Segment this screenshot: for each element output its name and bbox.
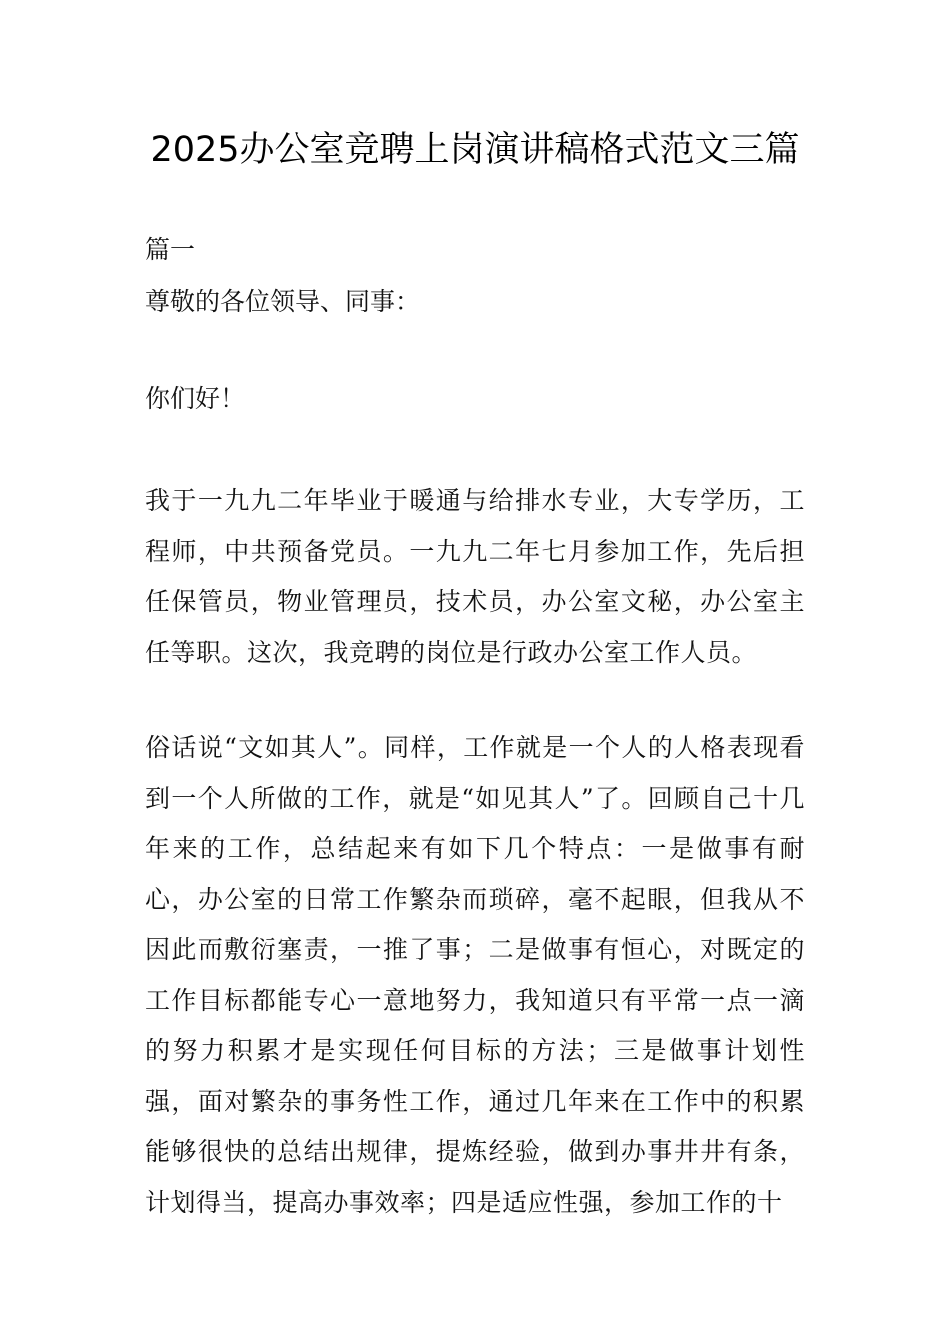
greeting: 你们好！ <box>145 384 246 413</box>
paragraph-1: 我于一九九二年毕业于暖通与给排水专业，大专学历，工程师，中共预备党员。一九九二年七月参加工作，先后担任保管员，物业管理员，技术员，办公室文秘，办公室主任等职。这次，我竞聘的岗位是行政办公室工作人员。 <box>145 486 805 667</box>
document-title: 2025办公室竞聘上岗演讲稿格式范文三篇 <box>150 130 800 170</box>
paragraph-2: 俗话说“文如其人”。同样，工作就是一个人的人格表现看到一个人所做的工作，就是“如见其人”了。回顾自己十几年来的工作，总结起来有如下几个特点：一是做事有耐心，办公室的日常工作繁杂而琐碎，毫不起眼，但我从不因此而敷衍塞责，一推了事；二是做事有恒心，对既定的工作目标都能专心一意地努力，我知道只有平常一点一滴的努力积累才是实现任何目标的方法；三是做事计划性强，面对繁杂的事务性工作，通过几年来在工作中的积累能够很快的总结出规律，提炼经验，做到办事井井有条，计划得当，提高办事效率；四是适应性强，参加工作的十 <box>145 733 805 1217</box>
section-label: 篇一 <box>145 235 196 264</box>
salutation: 尊敬的各位领导、同事： <box>145 287 421 316</box>
